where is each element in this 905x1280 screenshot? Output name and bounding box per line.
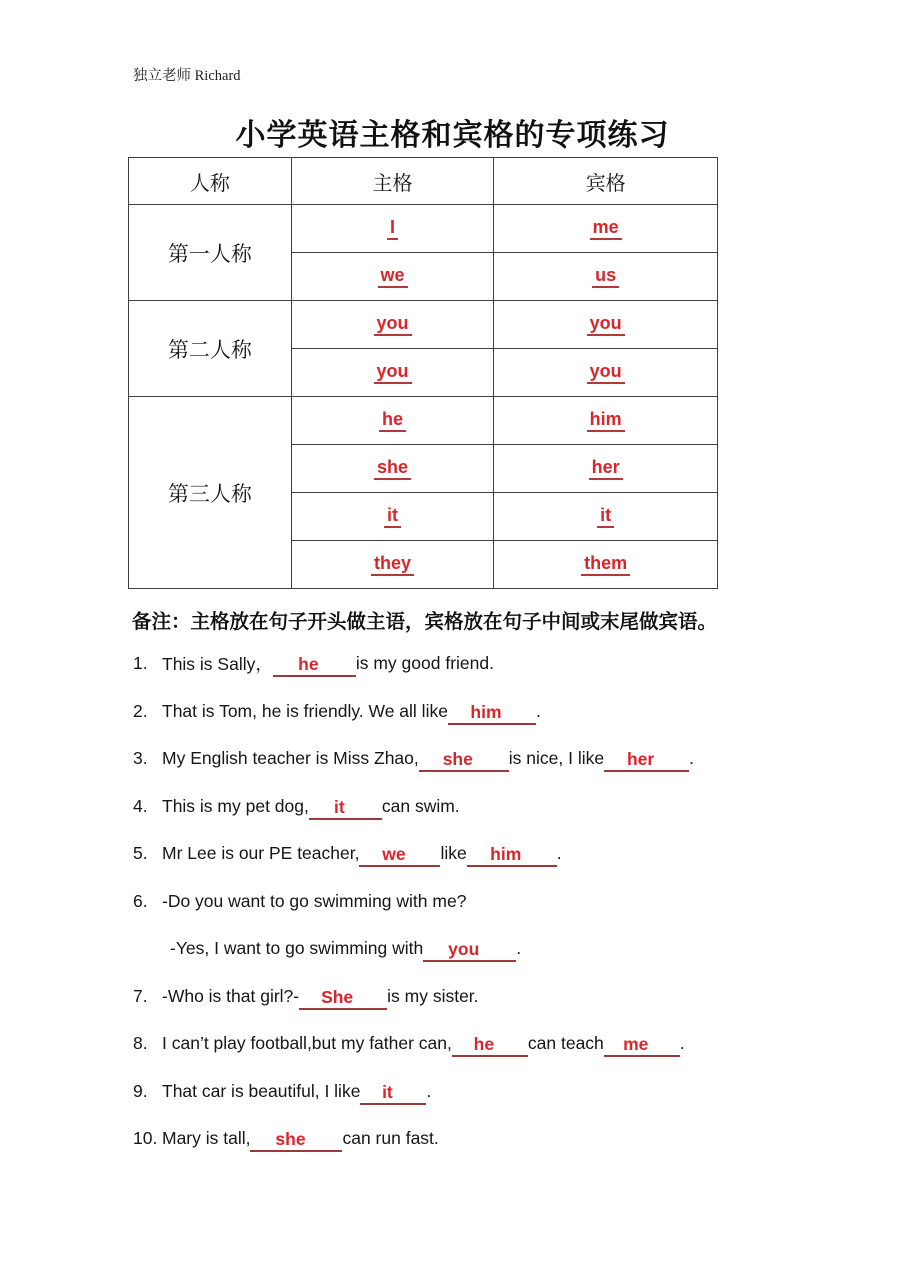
exercise-list [133,640,853,1163]
sentence-text: . [516,938,522,959]
sentence-text: Mr Lee is our PE teacher, [162,843,360,864]
answer-word: it [334,796,345,817]
pronoun-answer: I [387,217,398,241]
sentence-text: . [679,1033,685,1054]
exercise-number: 5. [133,843,148,864]
sentence-text: can run fast. [342,1128,439,1149]
table-row [129,205,718,253]
pronoun-cell [291,445,494,493]
exercise-line [133,1068,853,1116]
answer-word: we [382,844,406,865]
column-header: 主格 [291,158,494,205]
table-header-row [129,158,718,205]
exercise-item [133,735,853,783]
pronoun-answer: we [378,265,408,289]
pronoun-answer: you [587,361,625,385]
answer-word: you [448,939,480,960]
answer-word: She [321,986,354,1007]
exercise-line [133,783,853,831]
exercise-item [133,878,853,973]
pronoun-cell [291,349,494,397]
column-header: 人称 [129,158,292,205]
pronoun-cell [291,493,494,541]
column-header: 宾格 [494,158,718,205]
sentence-text: is my good friend. [355,653,494,674]
sentence-text: This is my pet dog, [162,795,309,816]
exercise-line [133,925,853,973]
pronoun-answer: us [592,265,619,289]
exercise-line [133,973,853,1021]
exercise-item [133,830,853,878]
exercise-item [133,1020,853,1068]
exercise-number: 1. [133,653,148,674]
answer-word: he [298,654,319,675]
answer-blank [273,654,356,677]
exercise-item [133,688,853,736]
sentence-text: I can’t play football,but my father can, [162,1033,452,1054]
exercise-line [133,878,853,926]
sentence-text: can swim. [381,795,460,816]
pronoun-cell [291,205,494,253]
pronoun-answer: me [590,217,622,241]
pronoun-answer: him [587,409,625,433]
answer-blank [452,1034,528,1057]
exercise-line [133,1115,853,1163]
sentence-text: . [689,748,694,769]
exercise-line [133,735,853,783]
answer-word: it [382,1081,393,1102]
pronoun-answer: they [371,553,414,577]
exercise-line [133,830,853,878]
answer-blank [360,1082,426,1105]
answer-blank [604,1034,680,1057]
pronoun-answer: you [374,361,412,385]
sentence-text: -Yes, I want to go swimming with [170,938,424,959]
pronoun-cell [494,541,718,589]
answer-blank [604,749,689,772]
exercise-number: 7. [133,985,148,1006]
exercise-number: 6. [133,890,148,911]
exercise-item [133,783,853,831]
exercise-item [133,640,853,688]
answer-blank [359,844,440,867]
answer-blank [448,702,536,725]
pronoun-cell [291,397,494,445]
pronoun-answer: you [374,313,412,337]
pronoun-cell [494,397,718,445]
answer-blank [467,844,557,867]
exercise-item [133,1115,853,1163]
pronoun-answer: it [597,505,614,529]
sentence-text: can teach [527,1033,604,1054]
pronoun-answer: you [587,313,625,337]
sentence-text: is nice, I like [508,748,605,769]
sentence-text: This is Sally， [162,654,273,675]
table-row [129,301,718,349]
sentence-text: . [535,700,541,721]
pronoun-answer: it [384,505,401,529]
sentence-text: Mary is tall, [162,1128,251,1149]
sentence-text: -Do you want to go swimming with me? [162,890,467,911]
pronoun-cell [291,541,494,589]
exercise-number: 4. [133,795,148,816]
pronoun-cell [494,253,718,301]
exercise-number: 8. [133,1033,148,1054]
person-group-label: 第二人称 [129,301,292,397]
sentence-text: My English teacher is Miss Zhao, [162,748,419,769]
pronoun-answer: her [589,457,623,481]
pronoun-cell [494,349,718,397]
sentence-text: That is Tom, he is friendly. We all like [162,700,448,721]
exercise-line [133,640,853,688]
pronoun-cell [291,253,494,301]
pronoun-answer: he [379,409,406,433]
note-text: 备注：主格放在句子开头做主语，宾格放在句子中间或末尾做宾语。 [132,612,718,633]
answer-blank [309,797,382,820]
pronoun-cell [291,301,494,349]
exercise-line [133,1020,853,1068]
sentence-text: That car is beautiful, I like [162,1080,361,1101]
pronoun-answer: them [581,553,630,577]
author-label: 独立老师 Richard [133,68,241,84]
exercise-item [133,1068,853,1116]
pronoun-answer: she [374,457,411,481]
pronoun-cell [494,445,718,493]
answer-word: him [490,844,522,865]
answer-word: she [442,749,473,770]
pronoun-table [128,157,718,589]
answer-blank [419,749,509,772]
sentence-text: -Who is that girl?- [162,985,300,1006]
answer-word: she [275,1129,306,1150]
answer-blank [423,939,516,962]
exercise-number: 10. [133,1128,158,1149]
answer-word: him [470,701,502,722]
person-group-label: 第一人称 [129,205,292,301]
sentence-text: is my sister. [387,985,479,1006]
answer-blank [250,1129,342,1152]
pronoun-cell [494,493,718,541]
table-row [129,397,718,445]
answer-blank [299,987,387,1010]
sentence-text: . [426,1080,432,1101]
exercise-number: 2. [133,700,148,721]
sentence-text: . [556,843,562,864]
pronoun-cell [494,205,718,253]
answer-word: her [626,749,655,770]
exercise-item [133,973,853,1021]
pronoun-cell [494,301,718,349]
sentence-text: like [440,843,467,864]
answer-word: he [473,1034,495,1055]
answer-word: me [623,1034,649,1055]
exercise-number: 3. [133,748,148,769]
page-title: 小学英语主格和宾格的专项练习 [235,119,670,152]
exercise-line [133,688,853,736]
person-group-label: 第三人称 [129,397,292,589]
exercise-number: 9. [133,1080,148,1101]
